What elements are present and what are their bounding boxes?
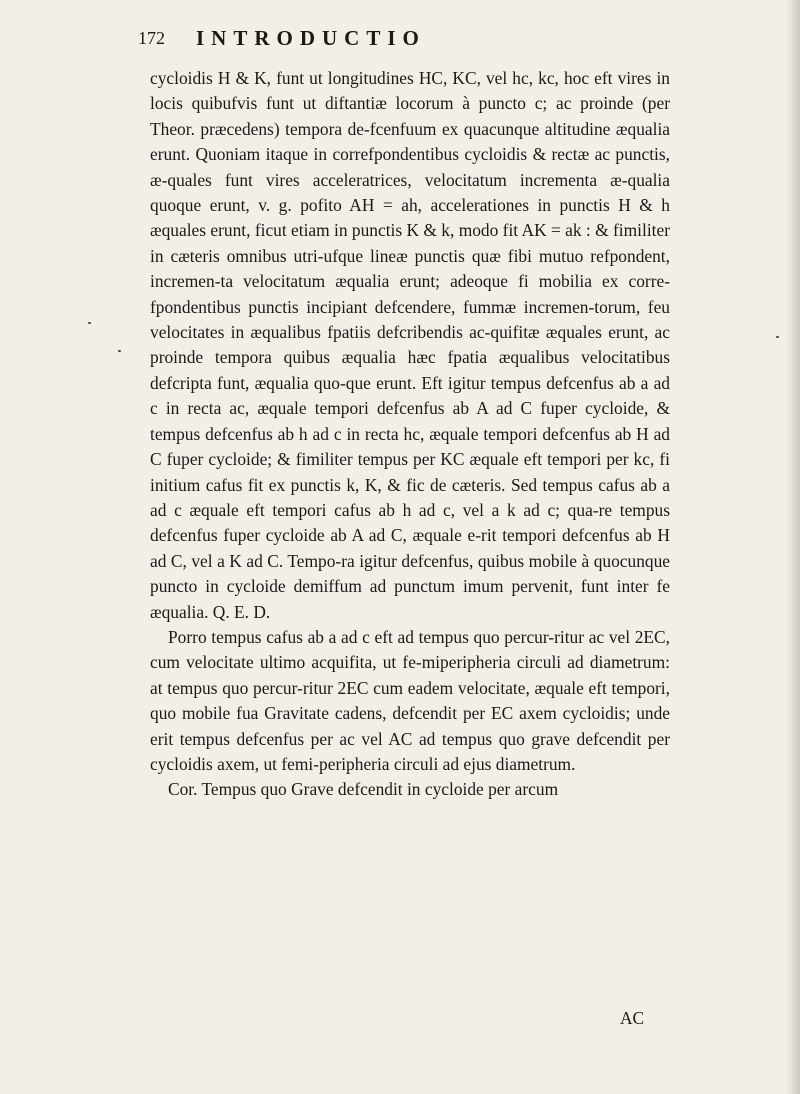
paragraph-corollary: Cor. Tempus quo Grave defcendit in cycloide per arcum [168,779,559,800]
ink-speck [118,350,121,352]
ink-speck [88,322,91,324]
body-text [150,66,670,803]
paragraph-1: cycloidis H & K, funt ut longitudines HC, KC, vel hc, kc, hoc eft vires in locis quibufvis funt ut diftantiæ locorum à puncto c; ac proinde (per Theor. præcedens) tempora de-fcenfuum ex quacunque altitudine æqualia erunt. Quoniam itaque in correfpondentibus cycloidis & rectæ ac punctis, æ-quales funt vires acceleratrices, velocitatum incrementa æ-qualia quoque erunt, v. g. pofito AH = ah, accelerationes in punctis H & h æquales erunt, ficut etiam in punctis K & k, modo fit AK = ak : & fimiliter in cæteris omnibus utri-ufque lineæ punctis quæ fibi mutuo refpondent, incremen-ta velocitatum æqualia erunt; adeoque fi mobilia ex corre-fpondentibus punctis incipiant defcendere, fummæ incremen-torum, feu velocitates in æqualibus fpatiis defcribendis ac-quifitæ æquales erunt, ac proinde tempora quibus æqualia hæc fpatia æqualibus velocitatibus defcripta funt, æqualia quo-que erunt. Eft igitur tempus defcenfus ab a ad c in recta ac, æquale tempori defcenfus ab A ad C fuper cycloide, & tempus defcenfus ab h ad c in recta hc, æquale tempori defcenfus ab H ad C fuper cycloide; & fimiliter tempus per KC æquale eft tempori per kc, fi initium cafus fit ex punctis k, K, & fic de cæteris. Sed tempus cafus ab a ad c æquale eft tempori cafus ab h ad c, vel a k ad c; qua-re tempus defcenfus fuper cycloide ab A ad C, æquale e-rit tempori defcenfus ab H ad C, vel a K ad C. Tempo-ra igitur defcenfus, quibus mobile à quocunque puncto in cycloide demiffum ad punctum imum pervenit, funt inter fe æqualia. Q. E. D. [150,68,670,622]
page-header [138,26,698,60]
ink-speck [776,336,779,338]
catchword: AC [620,1008,645,1028]
paragraph-2: Porro tempus cafus ab a ad c eft ad tempus quo percur-ritur ac vel 2EC, cum velocitate ultimo acquifita, ut fe-miperipheria circuli ad diametrum: at tempus quo percur-ritur 2EC cum eadem velocitate, æquale eft tempori, quo mobile fua Gravitate cadens, defcendit per EC axem cycloidis; unde erit tempus defcenfus per ac vel AC ad tempus quo grave defcendit per cycloidis axem, ut femi-peripheria circuli ad ejus diametrum. [150,626,670,774]
running-title: INTRODUCTIO [196,26,426,50]
page-number: 172 [138,28,165,48]
page-edge-shadow [786,0,800,1094]
